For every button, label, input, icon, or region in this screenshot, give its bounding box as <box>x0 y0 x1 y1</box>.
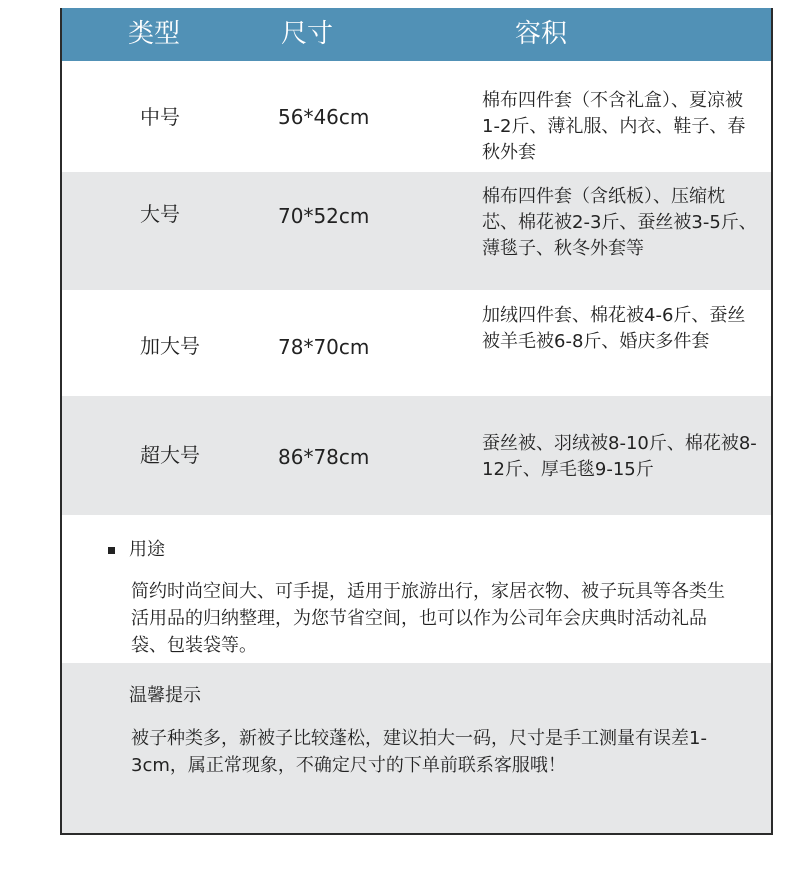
bullet-icon <box>108 547 115 554</box>
row-capacity: 蚕丝被、羽绒被8-10斤、棉花被8-12斤、厚毛毯9-15斤 <box>482 433 757 480</box>
tips-text: 被子种类多，新被子比较蓬松，建议拍大一码，尺寸是手工测量有误差1-3cm，属正常现象，不确定尺寸的下单前联系客服哦！ <box>131 728 707 776</box>
row-capacity: 加绒四件套、棉花被4-6斤、蚕丝被羊毛被6-8斤、婚庆多件套 <box>482 305 746 352</box>
row-size: 70*52cm <box>278 204 370 228</box>
row-type: 中号 <box>140 105 180 129</box>
usage-section <box>62 515 771 663</box>
header-capacity: 容积 <box>515 19 568 49</box>
table-row <box>62 61 771 172</box>
table-row <box>62 172 771 290</box>
row-type: 大号 <box>140 202 180 226</box>
row-type: 加大号 <box>140 334 200 358</box>
usage-title: 用途 <box>129 539 165 560</box>
table-row <box>62 396 771 515</box>
size-info-panel <box>60 8 773 835</box>
row-capacity: 棉布四件套（含纸板）、压缩枕芯、棉花被2-3斤、蚕丝被3-5斤、薄毯子、秋冬外套等 <box>482 186 757 259</box>
tips-title: 温馨提示 <box>129 685 201 706</box>
row-size: 86*78cm <box>278 445 370 469</box>
header-type: 类型 <box>128 19 181 49</box>
usage-text: 简约时尚空间大、可手提，适用于旅游出行，家居衣物、被子玩具等各类生活用品的归纳整理，为您节省空间，也可以作为公司年会庆典时活动礼品袋、包装袋等。 <box>131 581 725 656</box>
row-size: 78*70cm <box>278 335 370 359</box>
row-size: 56*46cm <box>278 105 370 129</box>
table-row <box>62 290 771 396</box>
tips-section <box>62 663 771 833</box>
row-type: 超大号 <box>140 443 200 467</box>
table-header <box>62 8 771 61</box>
row-capacity: 棉布四件套（不含礼盒）、夏凉被1-2斤、薄礼服、内衣、鞋子、春秋外套 <box>482 90 746 163</box>
header-size: 尺寸 <box>281 19 334 49</box>
